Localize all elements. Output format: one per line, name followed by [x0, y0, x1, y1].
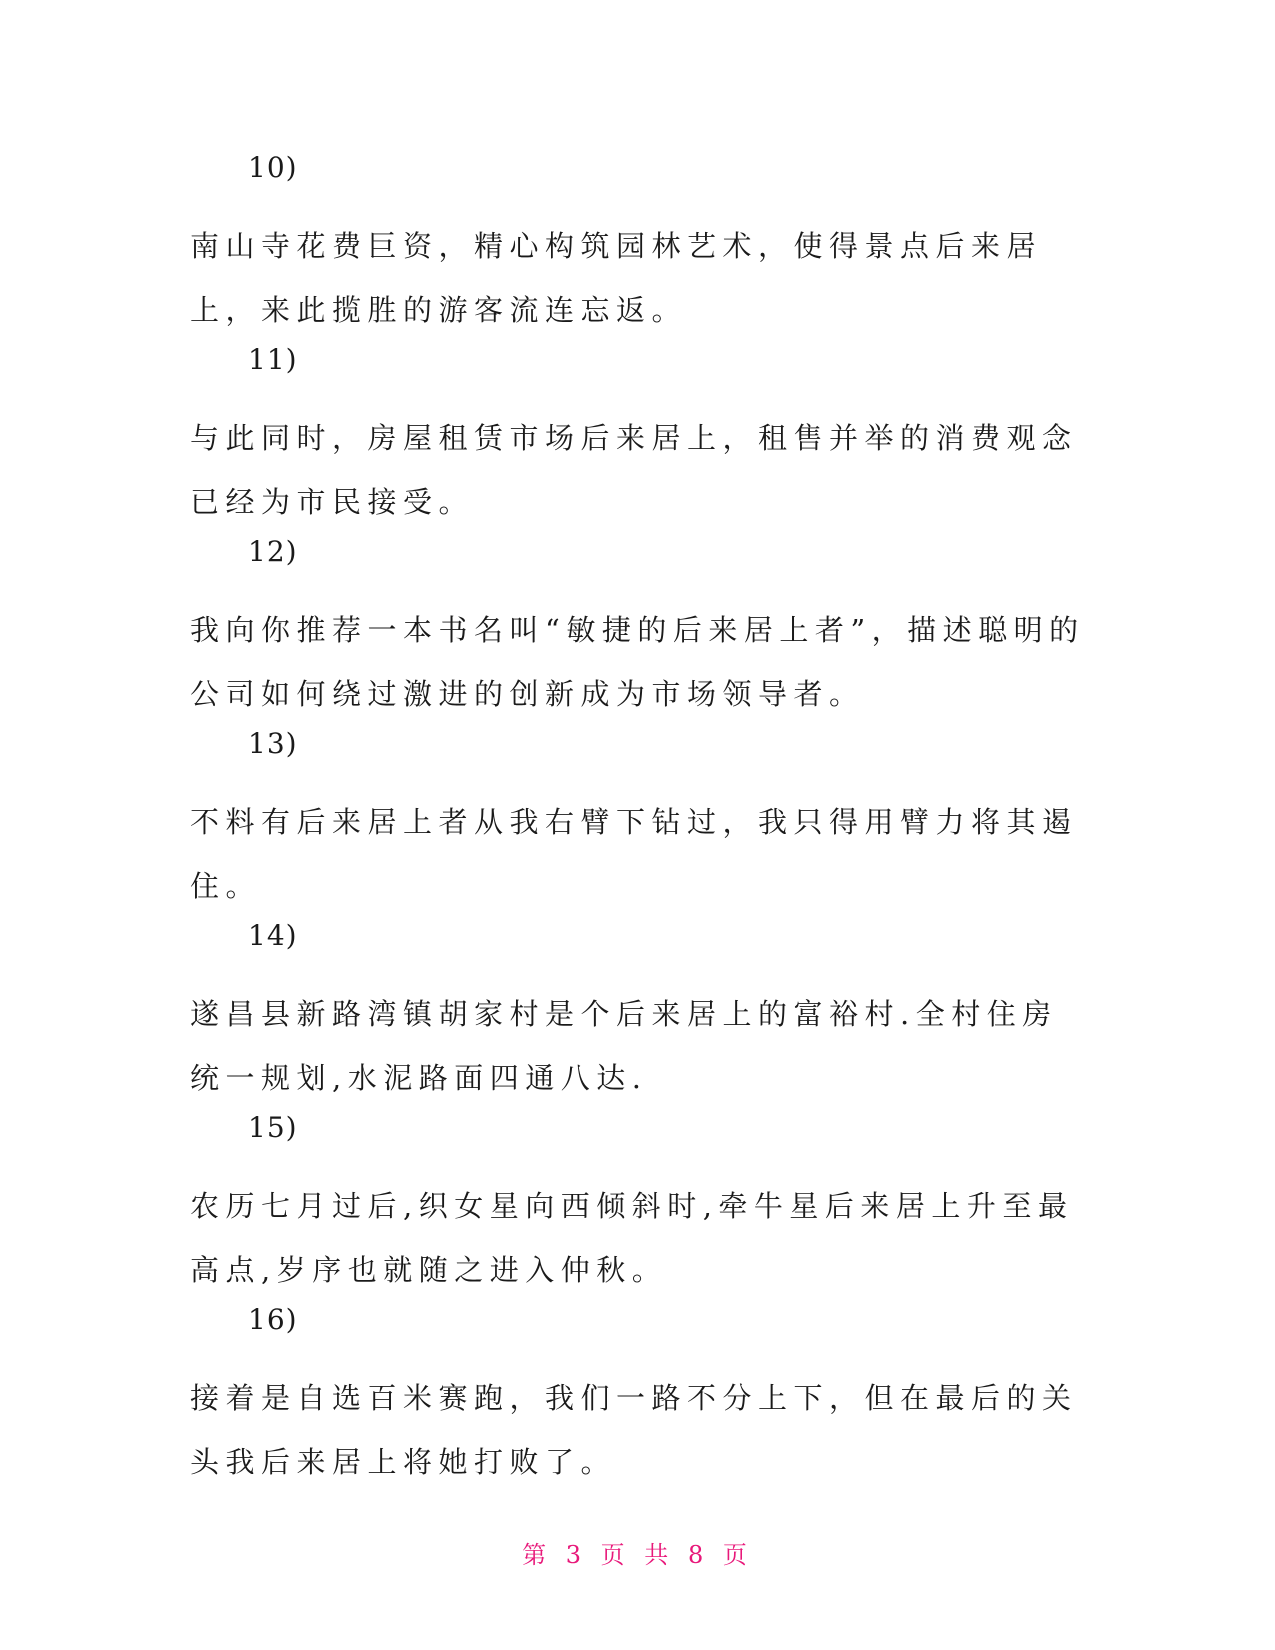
entry-number: 15) [248, 1111, 298, 1144]
entry-text: 我向你推荐一本书名叫“敏捷的后来居上者”，描述聪明的公司如何绕过激进的创新成为市场领导者。 [190, 613, 1085, 711]
entry-number: 13) [248, 727, 298, 760]
document-body [190, 150, 1090, 1494]
entry-15 [190, 1110, 1090, 1302]
entry-12 [190, 534, 1090, 726]
entry-11 [190, 342, 1090, 534]
entry-text: 不料有后来居上者从我右臂下钻过，我只得用臂力将其遏住。 [190, 805, 1078, 903]
entry-number: 16) [248, 1303, 298, 1336]
entry-number: 11) [248, 343, 298, 376]
entry-10 [190, 150, 1090, 342]
page-footer: 第 3 页 共 8 页 [522, 1541, 753, 1569]
entry-text: 遂昌县新路湾镇胡家村是个后来居上的富裕村.全村住房统一规划,水泥路面四通八达. [190, 997, 1058, 1095]
entry-number: 12) [248, 535, 298, 568]
entry-16 [190, 1302, 1090, 1494]
entry-text: 接着是自选百米赛跑，我们一路不分上下，但在最后的关头我后来居上将她打败了。 [190, 1381, 1078, 1479]
entry-text: 与此同时，房屋租赁市场后来居上，租售并举的消费观念已经为市民接受。 [190, 421, 1078, 519]
entry-14 [190, 918, 1090, 1110]
entry-text: 南山寺花费巨资，精心构筑园林艺术，使得景点后来居上，来此揽胜的游客流连忘返。 [190, 229, 1043, 327]
entry-text: 农历七月过后,织女星向西倾斜时,牵牛星后来居上升至最高点,岁序也就随之进入仲秋。 [190, 1189, 1074, 1287]
entry-number: 10) [248, 151, 298, 184]
entry-13 [190, 726, 1090, 918]
entry-number: 14) [248, 919, 298, 952]
